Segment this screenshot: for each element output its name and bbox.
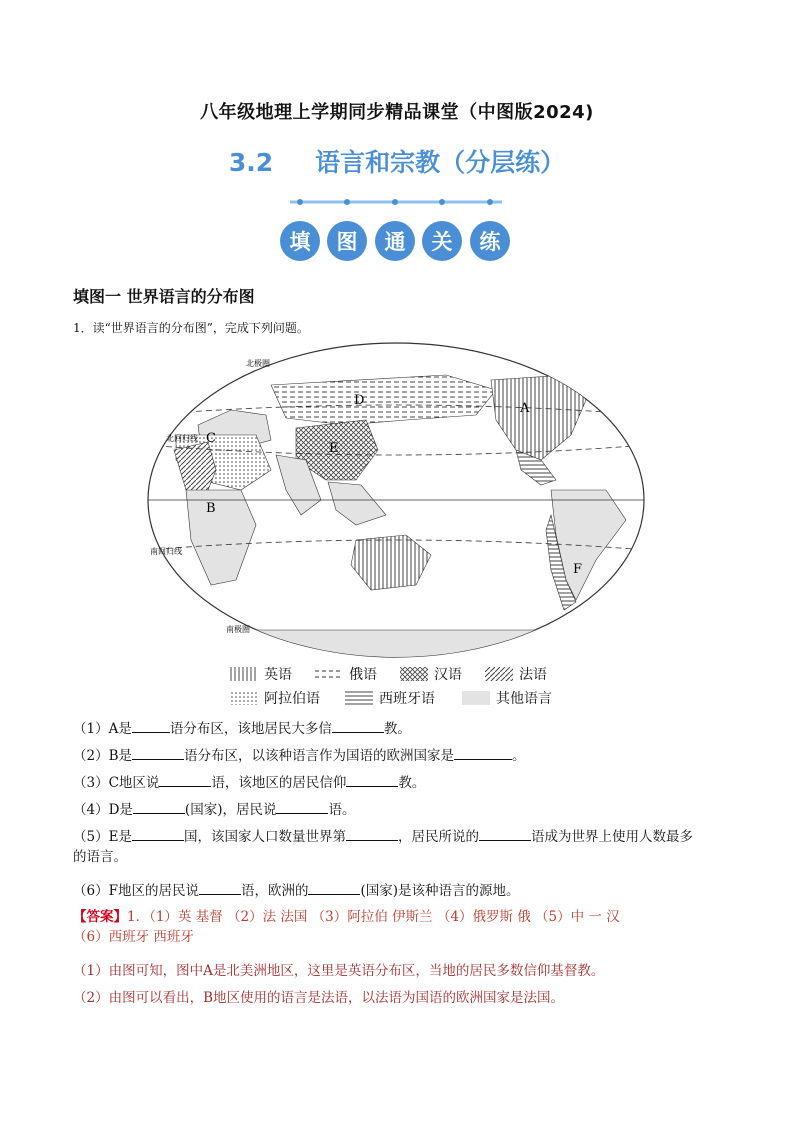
answer-blank[interactable] bbox=[159, 772, 211, 787]
legend-french: 法语 bbox=[485, 664, 547, 684]
lesson-name: 语言和宗教（分层练） bbox=[315, 148, 566, 177]
question-item-4: （4）D是 (国家)，居民说 语。 bbox=[73, 799, 723, 820]
swatch-diagonal-icon bbox=[485, 667, 513, 681]
swatch-gray-icon bbox=[462, 691, 490, 705]
question-item-6: （6）F地区的居民说 语，欧洲的 (国家)是该种语言的源地。 bbox=[73, 880, 723, 901]
section-title: 填图一 世界语言的分布图 bbox=[73, 287, 255, 306]
legend-russian: 俄语 bbox=[315, 664, 377, 684]
badge-char: 填 bbox=[289, 230, 311, 254]
swatch-crosshatch-icon bbox=[400, 667, 428, 681]
answer-blank[interactable] bbox=[332, 718, 384, 733]
deco-dot bbox=[487, 199, 493, 205]
region-label-b: B bbox=[206, 501, 216, 516]
answer-blank[interactable] bbox=[133, 799, 185, 814]
answer-tag: 【答案】 bbox=[73, 909, 127, 925]
document-header: 八年级地理上学期同步精品课堂（中图版2024) bbox=[200, 102, 594, 123]
region-greenland bbox=[586, 362, 626, 395]
swatch-vertical-icon bbox=[230, 667, 258, 681]
legend-arabic: 阿拉伯语 bbox=[230, 688, 320, 708]
deco-dot bbox=[439, 199, 445, 205]
region-label-c: C bbox=[206, 431, 216, 446]
swatch-horizontal-icon bbox=[345, 691, 373, 705]
lesson-title bbox=[0, 143, 794, 179]
answer-blank[interactable] bbox=[132, 718, 170, 733]
label-antarctic: 南极圈 bbox=[226, 625, 250, 634]
answer-blank[interactable] bbox=[454, 745, 512, 760]
answer-blank[interactable] bbox=[308, 880, 360, 895]
answer-blank[interactable] bbox=[132, 745, 184, 760]
region-label-e: E bbox=[329, 441, 339, 456]
label-tropic-south: 南回归线 bbox=[150, 547, 182, 556]
answer-block bbox=[73, 907, 723, 947]
legend-spanish: 西班牙语 bbox=[345, 688, 435, 708]
region-label-a: A bbox=[520, 401, 530, 416]
map-legend bbox=[230, 664, 610, 710]
lesson-number: 3.2 bbox=[228, 148, 274, 177]
world-language-map bbox=[146, 340, 646, 660]
region-label-f: F bbox=[573, 562, 583, 577]
label-tropic-north: 北回归线 bbox=[166, 434, 198, 443]
answer-explanation-1: （1）由图可知，图中A是北美洲地区，这里是英语分布区，当地的居民多数信仰基督教。 bbox=[73, 963, 605, 979]
answer-blank[interactable] bbox=[132, 826, 184, 841]
badge-char: 练 bbox=[479, 230, 501, 254]
question-item-1: （1）A是 语分布区，该地居民大多信 教。 bbox=[73, 718, 723, 739]
swatch-dots-icon bbox=[230, 691, 258, 705]
badge-char: 图 bbox=[336, 230, 358, 254]
answer-blank[interactable] bbox=[479, 826, 531, 841]
answer-blank[interactable] bbox=[346, 826, 398, 841]
deco-dot bbox=[297, 199, 303, 205]
deco-dot bbox=[344, 199, 350, 205]
question-item-5: （5）E是 国，该国家人口数量世界第 ，居民所说的 语成为世界上使用人数最多 的语言。 bbox=[73, 826, 723, 867]
answer-blank[interactable] bbox=[199, 880, 241, 895]
legend-english: 英语 bbox=[230, 664, 292, 684]
answer-blank[interactable] bbox=[276, 799, 328, 814]
badge-char: 通 bbox=[384, 230, 406, 254]
region-label-d: D bbox=[354, 393, 365, 408]
region-antarctica bbox=[186, 630, 606, 660]
legend-other: 其他语言 bbox=[462, 688, 552, 708]
answer-line-2: （6）西班牙 西班牙 bbox=[73, 929, 194, 945]
label-arctic: 北极圈 bbox=[246, 359, 270, 368]
question-item-2: （2）B是 语分布区，以该种语言作为国语的欧洲国家是 。 bbox=[73, 745, 723, 766]
question-intro: 1．读“世界语言的分布图”，完成下列问题。 bbox=[73, 321, 309, 335]
deco-dot bbox=[392, 199, 398, 205]
badge-decoration bbox=[0, 196, 794, 271]
question-item-3: （3）C地区说 语，该地区的居民信仰 教。 bbox=[73, 772, 723, 793]
answer-line-1: 1．（1）英 基督 （2）法 法国 （3）阿拉伯 伊斯兰 （4）俄罗斯 俄 （5）中 一 汉 bbox=[127, 909, 620, 925]
answer-blank[interactable] bbox=[346, 772, 398, 787]
badge-char: 关 bbox=[431, 230, 453, 254]
swatch-dashed-icon bbox=[315, 667, 343, 681]
legend-chinese: 汉语 bbox=[400, 664, 462, 684]
answer-explanation-2: （2）由图可以看出，B地区使用的语言是法语，以法语为国语的欧洲国家是法国。 bbox=[73, 990, 565, 1006]
